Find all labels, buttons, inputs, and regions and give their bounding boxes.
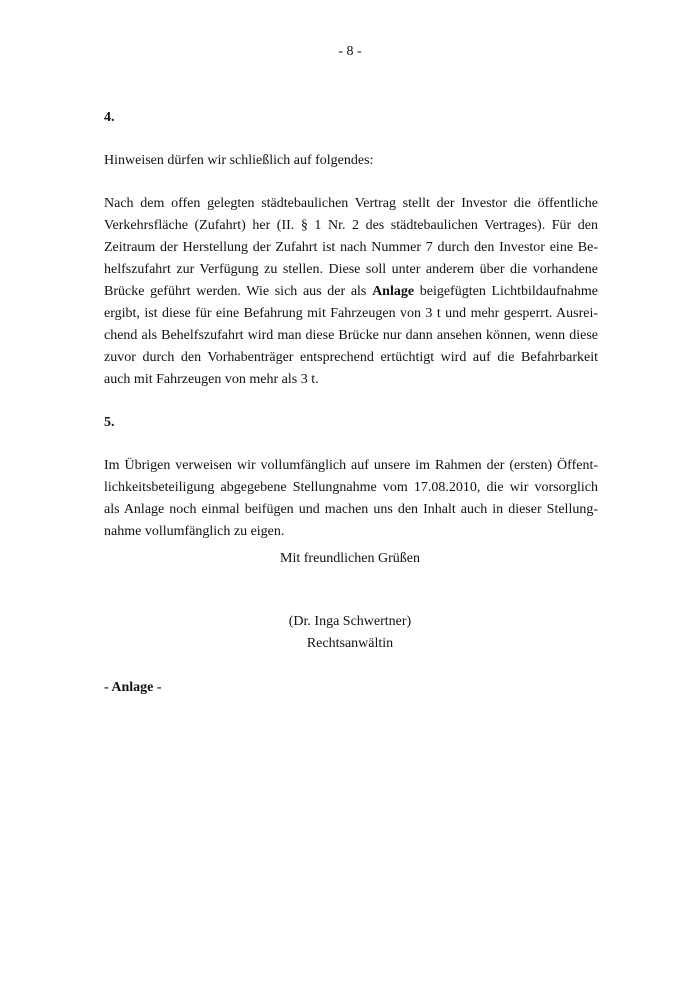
- signer-name: (Dr. Inga Schwertner): [288, 614, 412, 629]
- paragraph-line: helfszufahrt zur Verfügung zu stellen. Diese soll unter anderem über die vorhandene: [104, 262, 598, 277]
- closing-greeting: Mit freundlichen Grüßen: [280, 551, 420, 566]
- section-4-intro: Hinweisen dürfen wir schließlich auf folgendes:: [104, 153, 374, 168]
- paragraph-line: Im Übrigen verweisen wir vollumfänglich auf unsere im Rahmen der (ersten) Öffent-: [104, 458, 598, 473]
- section-5-heading: 5.: [104, 415, 115, 430]
- letter-body: [104, 107, 598, 564]
- page-number: - 8 -: [338, 44, 362, 59]
- anlage-reference: Anlage: [372, 284, 415, 299]
- paragraph-line: lichkeitsbeteiligung abgegebene Stellungnahme vom 17.08.2010, die wir vorsorglich: [104, 480, 598, 495]
- paragraph-line: Verkehrsfläche (Zufahrt) her (II. § 1 Nr. 2 des städtebaulichen Vertrages). Für den: [104, 218, 598, 233]
- signer-title: Rechtsanwältin: [306, 636, 394, 651]
- paragraph-line: chend als Behelfszufahrt wird man diese Brücke nur dann ansehen können, wenn diese: [104, 328, 598, 343]
- section-5-paragraph: [104, 455, 598, 543]
- line-text: Brücke geführt werden. Wie sich aus der als: [104, 284, 373, 299]
- paragraph-line: nahme vollumfänglich zu eigen.: [104, 524, 285, 539]
- paragraph-line: als Anlage noch einmal beifügen und machen uns den Inhalt auch in dieser Stellung-: [104, 502, 598, 517]
- section-4-heading: 4.: [104, 110, 115, 125]
- paragraph-line: Zeitraum der Herstellung der Zufahrt ist nach Nummer 7 durch den Investor eine Be-: [104, 240, 598, 255]
- line-text: beigefügten Lichtbildaufnahme: [414, 284, 599, 299]
- section-4-paragraph: [104, 193, 598, 391]
- paragraph-line: zuvor durch den Vorhabenträger entsprechend ertüchtigt wird auf die Befahrbarkeit: [104, 350, 598, 365]
- anlage-footer: - Anlage -: [104, 680, 162, 695]
- paragraph-line-with-anlage: [104, 281, 598, 303]
- paragraph-line: Nach dem offen gelegten städtebaulichen Vertrag stellt der Investor die öffentliche: [104, 196, 598, 211]
- paragraph-line: ergibt, ist diese für eine Befahrung mit Fahrzeugen von 3 t und mehr gesperrt. Ausrei-: [104, 306, 598, 321]
- paragraph-line: auch mit Fahrzeugen von mehr als 3 t.: [104, 372, 319, 387]
